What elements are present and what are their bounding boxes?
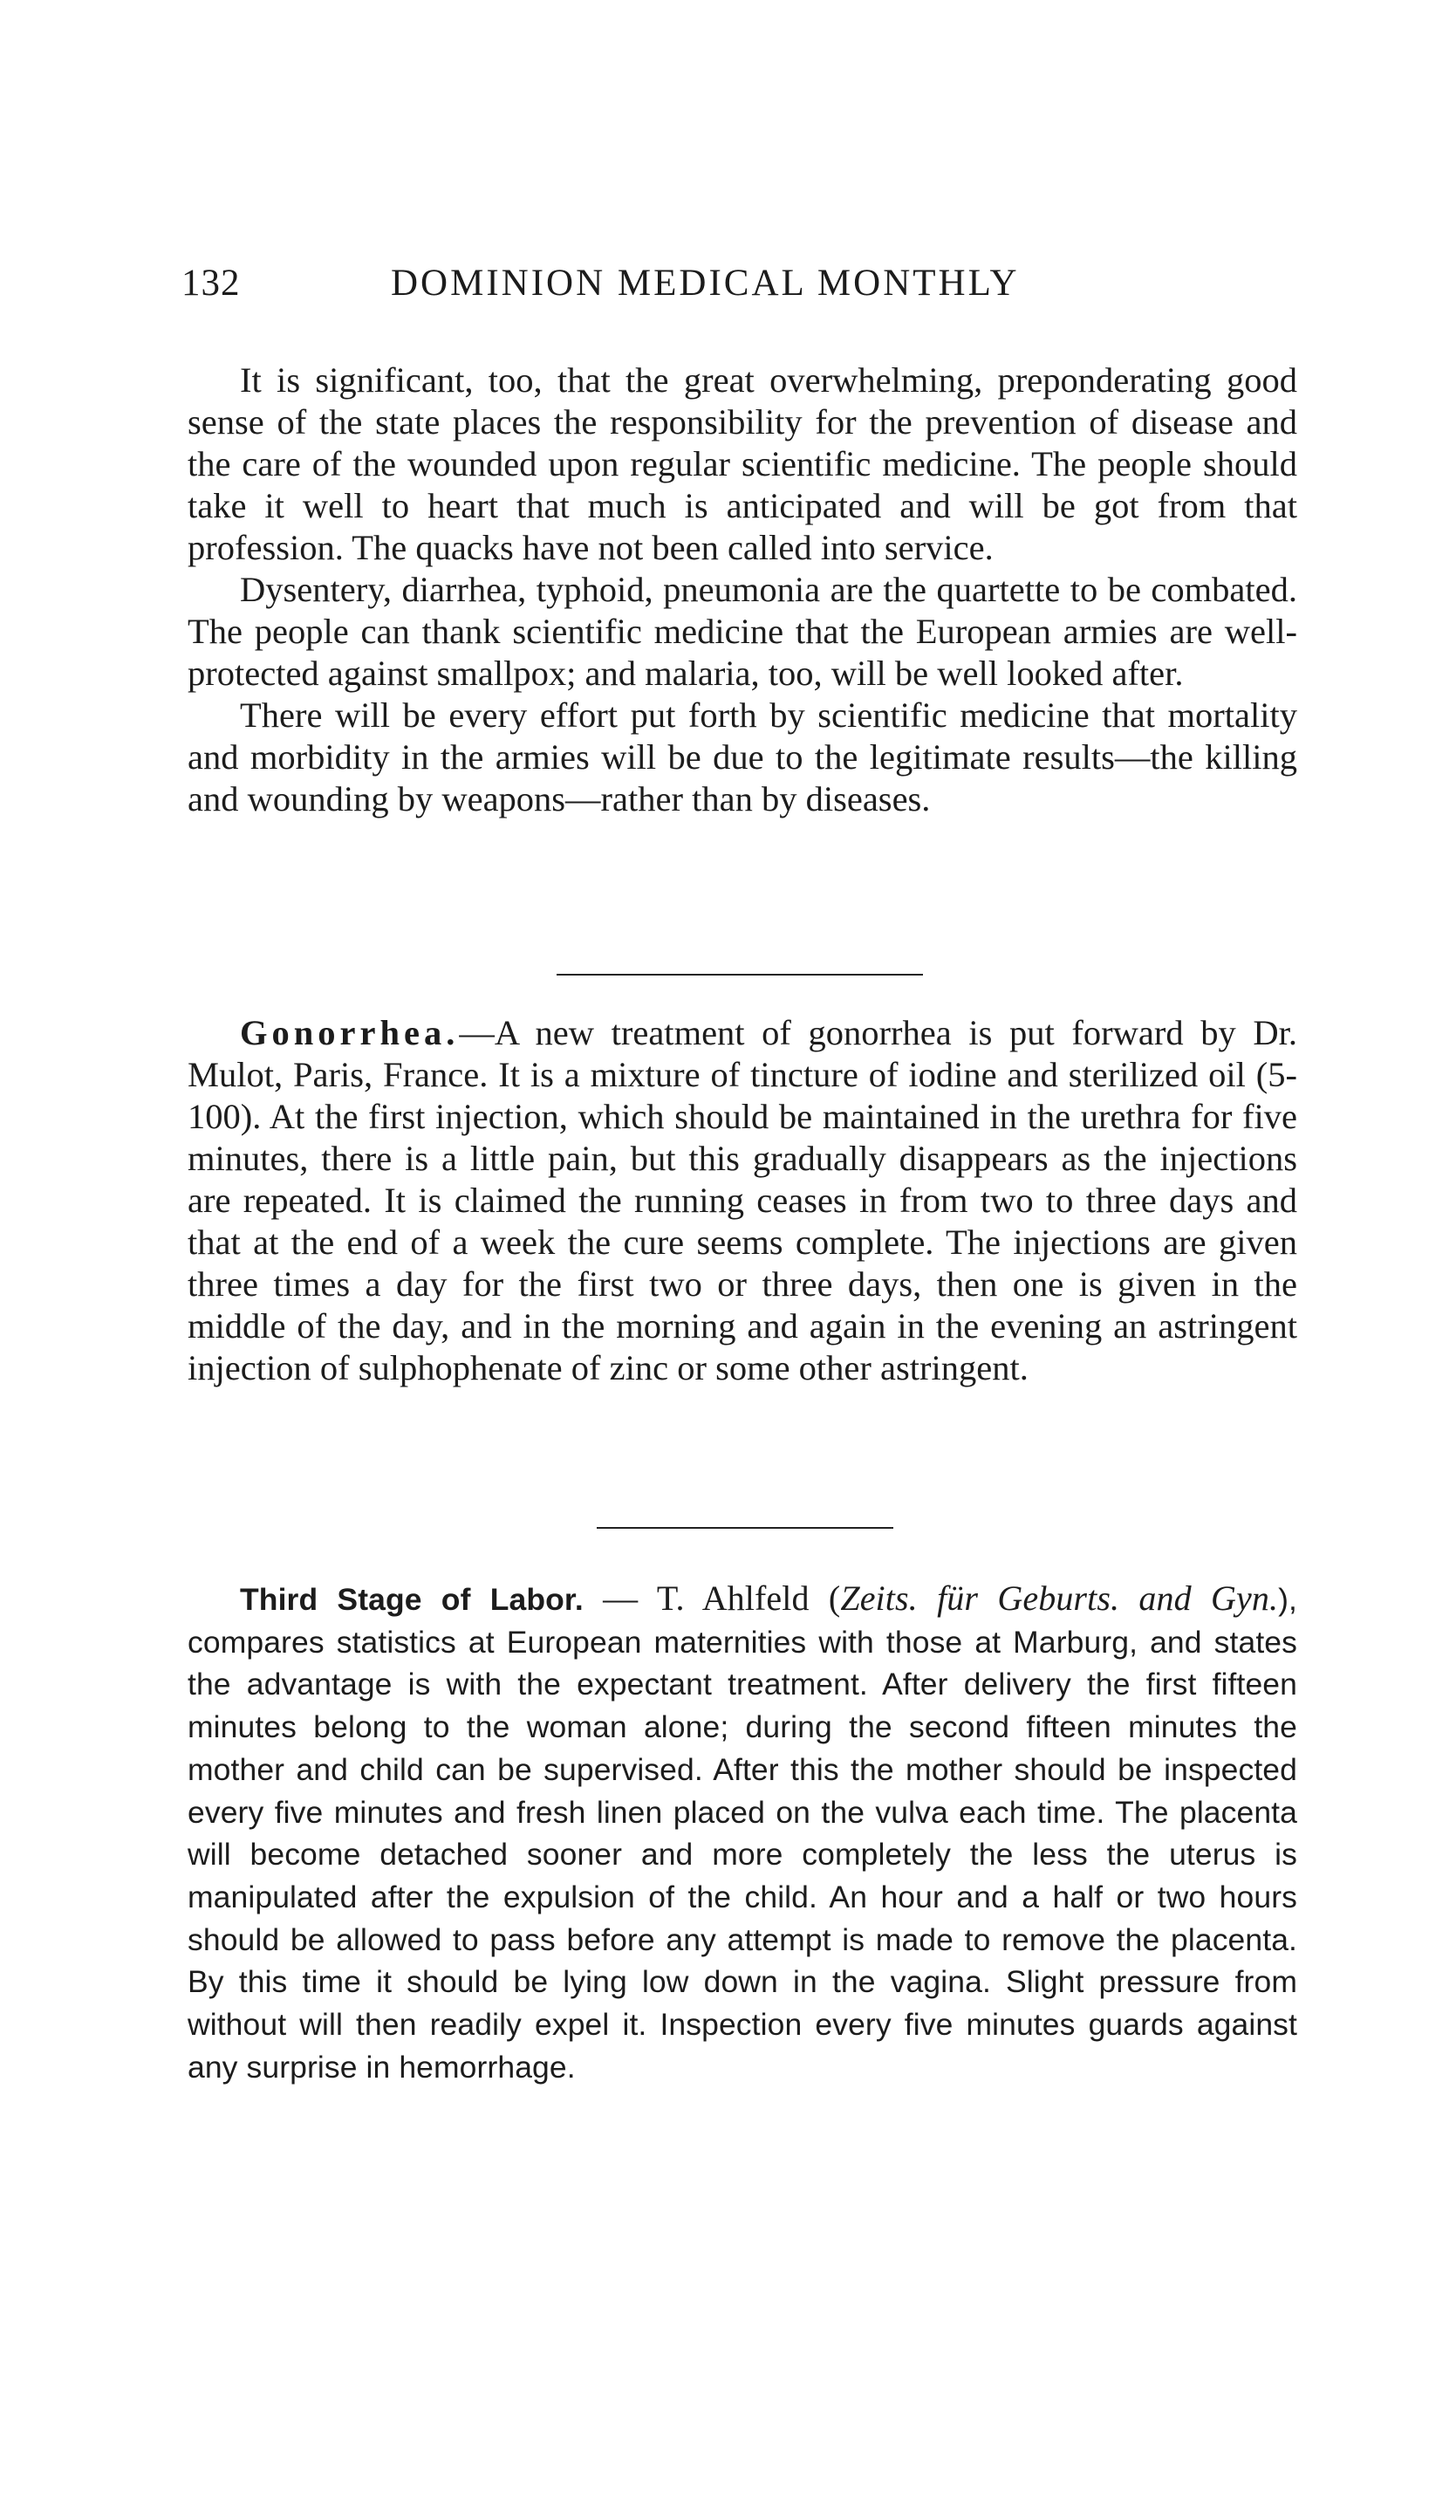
gonorrhea-article xyxy=(188,1012,1297,1389)
article-author: — T. Ahlfeld ( xyxy=(583,1578,841,1618)
article-paragraph xyxy=(188,1012,1297,1389)
page-number: 132 xyxy=(181,263,241,304)
section-divider xyxy=(557,974,923,976)
article-heading: Third Stage of Labor. xyxy=(240,1582,584,1617)
article-heading: Gonorrhea. xyxy=(240,1013,460,1052)
body-paragraph: Dysentery, diarrhea, typhoid, pneumonia are the quartette to be combated. The people can thank scientific medicine that the European armies are well-protected against smallpox; and malaria, too, will be well looked after. xyxy=(188,570,1297,693)
article-paragraph xyxy=(188,1578,1297,2088)
body-paragraph: It is significant, too, that the great overwhelming, preponderating good sense of the state places the responsibility for the prevention of disease and the care of the wounded upon regular scientific medicine. The people should take it well to heart that much is anticipated and will be got from that profession. The quacks have not been called into service. xyxy=(188,360,1297,567)
war-medicine-section xyxy=(188,360,1297,820)
article-text: ), compares statistics at European maternities with those at Marburg, and states the advantage is with the expectant treatment. After delivery the first fifteen minutes belong to the woman alone; during the second fifteen minutes the mother and child can be supervised. After this the mother should be inspected every five minutes and fresh linen placed on the vulva each time. The placenta will become detached sooner and more completely the less the uterus is manipulated after the expulsion of the child. An hour and a half or two hours should be allowed to pass before any attempt is made to remove the placenta. By this time it should be lying low down in the vagina. Slight pressure from without will then readily expel it. Inspection every five minutes guards against any surprise in hemorrhage. xyxy=(188,1582,1297,2085)
body-paragraph: There will be every effort put forth by scientific medicine that mortality and morbidity in the armies will be due to the legitimate results—the killing and wounding by weapons—rather than by diseases. xyxy=(188,695,1297,818)
article-text: —A new treatment of gonorrhea is put forward by Dr. Mulot, Paris, France. It is a mixture of tincture of iodine and sterilized oil (5-100). At the first injection, which should be maintained in the urethra for five minutes, there is a little pain, but this gradually disappears as the injections are repeated. It is claimed the running ceases in from two to three days and that at the end of a week the cure seems complete. The injections are given three times a day for the first two or three days, then one is given in the middle of the day, and in the morning and again in the evening an astringent injection of sulphophenate of zinc or some other astringent. xyxy=(188,1013,1297,1387)
third-stage-labor-article xyxy=(188,1578,1297,2088)
journal-citation: Zeits. für Geburts. and Gyn. xyxy=(840,1578,1279,1618)
running-header xyxy=(181,262,1316,314)
journal-title: DOMINION MEDICAL MONTHLY xyxy=(391,263,1020,304)
section-divider xyxy=(597,1527,893,1529)
